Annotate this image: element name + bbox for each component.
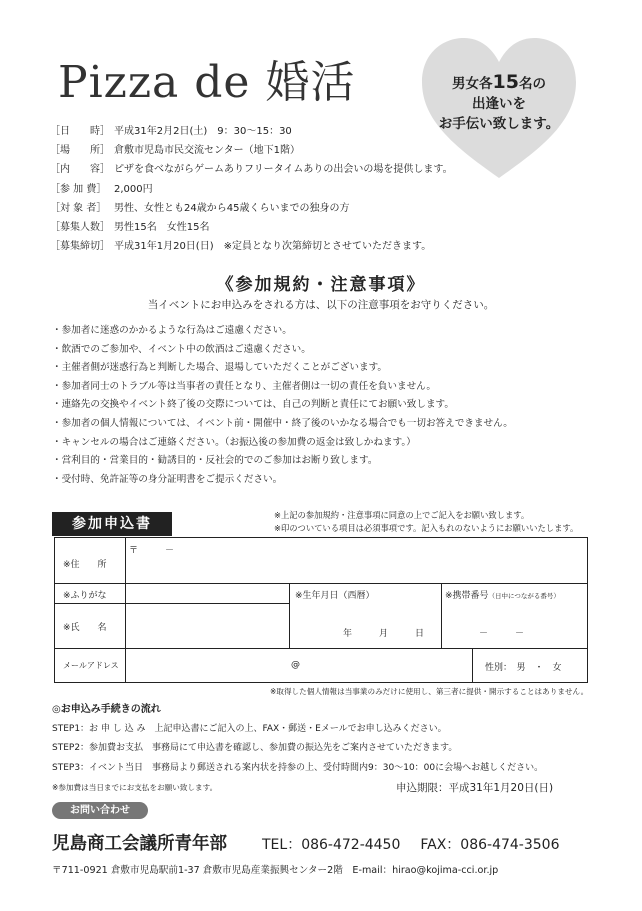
- application-deadline: 申込期限：平成31年1月20日(日): [396, 782, 554, 794]
- fax-number: FAX：086-474-3506: [420, 837, 560, 853]
- page-title: Pizza de 婚活: [58, 57, 356, 108]
- form-header: 参加申込書: [52, 512, 172, 536]
- info-label: ［内 容］: [50, 164, 110, 176]
- info-label: ［対 象 者］: [50, 202, 107, 214]
- info-value: 2,000円: [114, 183, 153, 195]
- organization-name: 児島商工会議所青年部: [52, 834, 227, 854]
- info-value: 男性、女性とも24歳から45歳くらいまでの独身の方: [114, 202, 350, 214]
- birthdate-input[interactable]: 年 月 日: [343, 629, 425, 639]
- step-item: STEP1：お 申 し 込 み 上記申込書にご記入の上、FAX・郵送・Eメールでお申し込みください。: [52, 723, 447, 734]
- name-label: ※氏 名: [63, 623, 107, 633]
- rule-item: ・受付時、免許証等の身分証明書をご提示ください。: [52, 473, 283, 485]
- rule-item: ・キャンセルの場合はご連絡ください。（お振込後の参加費の返金は致しかねます。）: [52, 436, 416, 448]
- tel-number: TEL：086-472-4450: [262, 837, 401, 853]
- rule-item: ・営利目的・営業目的・勧誘目的・反社会的でのご参加はお断り致します。: [52, 455, 378, 467]
- address-label: ※住 所: [63, 560, 107, 570]
- info-label: ［日 時］: [50, 126, 110, 137]
- rules-list: [52, 322, 513, 489]
- info-value: 倉敷市児島市民交流センター（地下1階）: [114, 145, 300, 157]
- rule-item: ・連絡先の交換やイベント終了後の交際については、自己の判断と責任にてお願い致します。: [52, 399, 454, 411]
- form-notes: ※上記の参加規約・注意事項に同意の上でご記入をお願い致します。 ※印のついている項目は必須事項です。記入もれのないようにお願いいたします。: [274, 510, 579, 533]
- step-item: STEP2：参加費お支払 事務局にて申込書を確認し、参加費の振込先をご案内させていただきます。: [52, 743, 458, 754]
- info-value: 男性15名 女性15名: [114, 222, 210, 234]
- application-form: [54, 537, 588, 683]
- furigana-input[interactable]: [126, 584, 288, 602]
- info-label: ［参 加 費］: [50, 183, 107, 195]
- gender-select[interactable]: 性別： 男 ・ 女: [485, 663, 562, 673]
- contact-badge: お問い合わせ: [52, 802, 148, 819]
- info-label: ［場 所］: [50, 145, 110, 157]
- furigana-label: ※ふりがな: [63, 591, 107, 601]
- address-input[interactable]: [126, 539, 586, 581]
- step-item: STEP3：イベント当日 事務局より郵送される案内状を持参の上、受付時間内9：30～10：00に会場へお越しください。: [52, 762, 544, 773]
- rule-item: ・参加者に迷惑のかかるような行為はご遠慮ください。: [52, 325, 292, 336]
- rule-item: ・飲酒でのご参加や、イベント中の飲酒はご遠慮ください。: [52, 343, 311, 355]
- info-row: [50, 218, 453, 237]
- contact-address: 〒711-0921 倉敷市児島駅前1-37 倉敷市児島産業振興センター2階 E-mail：hirao@kojima-cci.or.jp: [52, 865, 499, 876]
- contact-numbers: [262, 834, 580, 854]
- postal-code-prefix: 〒 －: [129, 546, 175, 556]
- info-value: 平成31年2月2日(土) 9：30～15：30: [114, 126, 292, 137]
- info-value: 平成31年1月20日(日) ※定員となり次第締切とさせていただきます。: [114, 241, 432, 253]
- info-row: [50, 180, 453, 199]
- info-label: ［募集締切］: [50, 241, 110, 253]
- privacy-footnote: ※取得した個人情報は当事業のみだけに使用し、第三者に提供・開示することはありません。: [270, 687, 589, 696]
- name-input[interactable]: [126, 604, 288, 647]
- rules-intro: 当イベントにお申込みをされる方は、以下の注意事項をお守りください。: [147, 299, 495, 311]
- rule-item: ・主催者側が迷惑行為と判断した場合、退場していただくことがございます。: [52, 362, 388, 374]
- payment-note: ※参加費は当日までにお支払をお願い致します。: [52, 783, 218, 793]
- heart-badge-text: 男女各15名の 出逢いを お手伝い致します。: [438, 71, 560, 132]
- info-row: [50, 199, 453, 218]
- info-row: [50, 141, 453, 160]
- phone-label: ※携帯番号（日中につながる番号）: [445, 591, 560, 601]
- event-info: [50, 122, 453, 256]
- rule-item: ・参加者の個人情報については、イベント前・開催中・終了後のいかなる場合でも一切お答えできません。: [52, 417, 513, 429]
- phone-input[interactable]: － －: [479, 629, 525, 639]
- email-input[interactable]: @: [291, 660, 300, 670]
- birthdate-label: ※生年月日（西暦）: [295, 591, 375, 601]
- info-label: ［募集人数］: [50, 222, 110, 234]
- info-row: [50, 122, 453, 141]
- info-value: ピザを食べながらゲームありフリータイムありの出会いの場を提供します。: [114, 164, 453, 176]
- info-row: [50, 237, 453, 256]
- steps-heading: ◎お申込み手続きの流れ: [52, 704, 161, 715]
- rule-item: ・参加者同士のトラブル等は当事者の責任となり、主催者側は一切の責任を負いません。: [52, 380, 436, 392]
- email-label: メールアドレス: [63, 661, 119, 670]
- rules-title: 《参加規約・注意事項》: [216, 275, 426, 295]
- info-row: [50, 160, 453, 179]
